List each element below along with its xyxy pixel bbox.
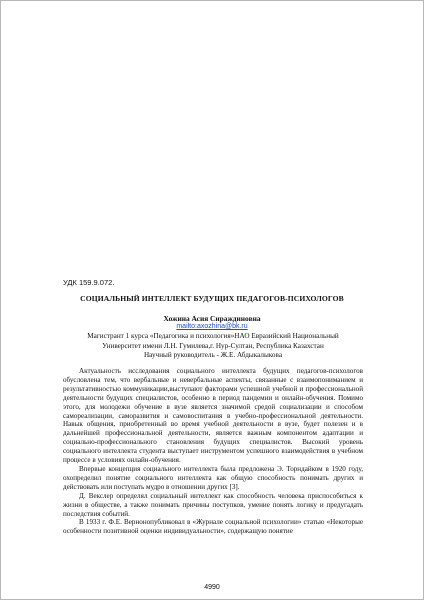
author-email-link[interactable]: mailto:axozhina@bk.ru xyxy=(176,323,248,330)
author-name: Хожина Асия Сираждиновна xyxy=(163,314,261,323)
affiliation-block xyxy=(63,332,363,361)
body-paragraph: В 1933 г. Ф.Е. Вернонопубликовал в «Журнале социальной психологии» статью «Некоторые особенности позитивной оценки индивидуальности», содержащую понятие xyxy=(63,518,363,536)
supervisor-line: Научный руководитель - Ж.Е. Абдыкалыкова xyxy=(143,351,283,360)
body-paragraph: Впервые концепция социального интеллекта была предложена Э. Торндайком в 1920 году, охопределил понятие социального интеллекта как общую способность понимать других и действовать или поступать мудро в отношении других [3]. xyxy=(63,464,363,491)
article-title: СОЦИАЛЬНЫЙ ИНТЕЛЛЕКТ БУДУЩИХ ПЕДАГОГОВ-ПСИХОЛОГОВ xyxy=(80,294,344,303)
affiliation-line: Магистрант 1 курса «Педагогика и психология»НАО Евразийский Национальный xyxy=(87,332,339,340)
body-paragraph: Д. Векслер определял социальный интеллект как способность человека приспособиться к жизни в обществе, а также понимать причины поступков, умение понять логику и предугадать последствия событий. xyxy=(63,491,363,518)
page-number: 4990 xyxy=(204,584,220,591)
body-paragraph: Актуальность исследования социального интеллекта будущих педагогов-психологов обусловлена тем, что вербальные и невербальные аспекты, связанные с взаимопониманием и результативностью коммуникации,выступают факторами успешной учебной и профессиональной деятельности будущих специалистов, особенно в период пандемии и онлайн-обучения. Помимо этого, для молодежи обучение в вузе является значимой средой социализации и способом самореализации, саморазвития и самовоспитания в учебно-профессиональной деятельности. Навык общения, приобретенный во время учебной деятельности в вузе, будет полезен и в дальнейшей профессиональной деятельности, является важным компонентом адаптации и социально-профессионального становления будущих специалистов. Высокий уровень социального интеллекта студента выступает инструментом успешного взаимодействия в учебном процессе в условиях онлайн-обучения. xyxy=(63,367,363,465)
udk-code: УДК 159.9.072. xyxy=(63,278,115,287)
affiliation-line: Университет имени Л.Н. Гумилева,г. Нур-Султан, Республика Казахстан xyxy=(102,341,324,350)
article-body xyxy=(63,367,363,536)
